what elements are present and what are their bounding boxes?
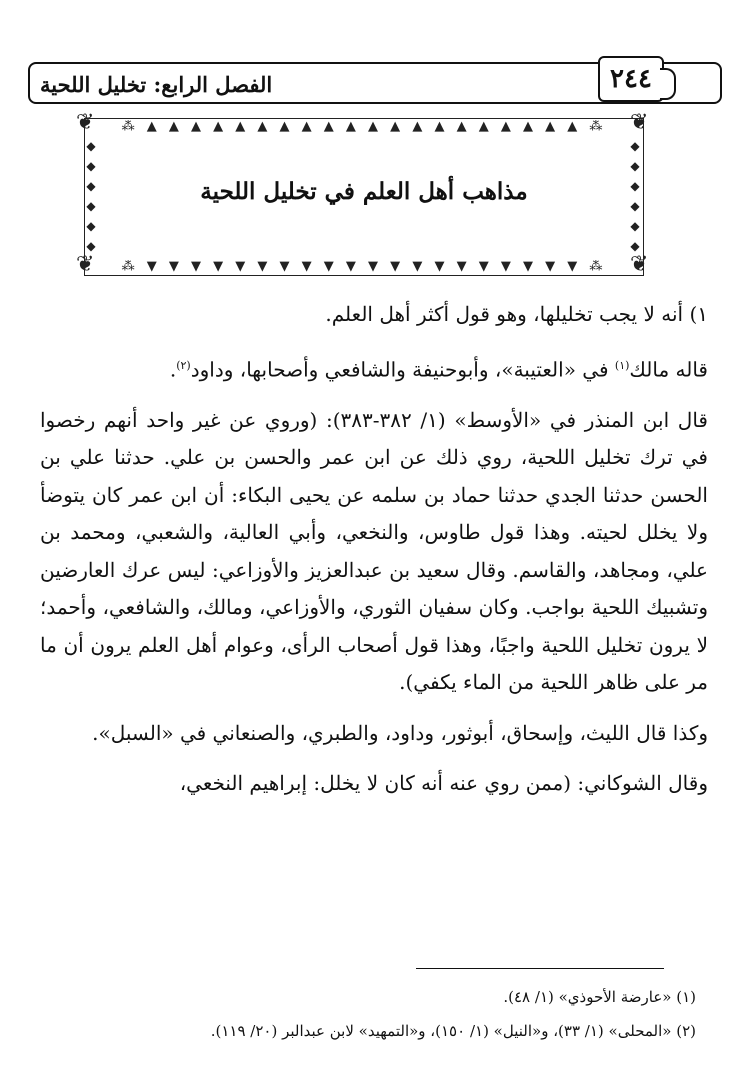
section-title: مذاهب أهل العلم في تخليل اللحية: [200, 178, 528, 205]
paragraph-3: قال ابن المنذر في «الأوسط» (١/ ٣٨٢-٣٨٣): (وروي عن غير واحد أنهم رخصوا في ترك تخليل اللحية، روي ذلك عن ابن عمر والحسن بن علي. حدثنا علي بن الحسن حدثنا الجدي حدثنا حماد بن سلمه عن يحيى البكاء: أن ابن عمر كان يتوضأ ولا يخلل لحيته. وهذا قول طاوس، والنخعي، وأبي العالية، والشعبي، ومحمد بن علي، ومجاهد، والقاسم. وقال سعيد بن عبدالعزيز والأوزاعي: ليس عرك العارضين وتشبيك اللحية بواجب. وكان سفيان الثوري، والأوزاعي، ومالك، والشافعي، وأحمد؛ لا يرون تخليل اللحية واجبًا، وهذا قول أصحاب الرأى، وعوام أهل العلم يرون أن ما مر على ظاهر اللحية من الماء يكفي).: [40, 407, 708, 695]
paragraph-2-part-b: في «العتيبة»، وأبوحنيفة والشافعي وأصحابها، وداود: [190, 357, 615, 382]
paragraph-5: وقال الشوكاني: (ممن روي عنه أنه كان لا يخلل: إبراهيم النخعي،: [179, 771, 708, 796]
ornament-bottom-border: ⁂ ▼ ▼ ▼ ▼ ▼ ▼ ▼ ▼ ▼ ▼ ▼ ▼ ▼ ▼ ▼ ▼ ▼ ▼ ▼ ▼ ⁂: [121, 260, 607, 274]
footnote-ref-2: (٢): [176, 358, 191, 372]
ornament-corner-icon: ❦: [630, 110, 649, 135]
footnote-2: (٢) «المحلى» (١/ ٣٣)، و«النيل» (١/ ١٥٠)، و«التمهيد» لابن عبدالبر (٢٠/ ١١٩).: [210, 1022, 696, 1040]
ornament-left-border: ◆ ◆ ◆ ◆ ◆ ◆: [86, 139, 96, 253]
ornament-corner-icon: ❦: [630, 252, 649, 277]
footnotes: [40, 982, 696, 1050]
paragraph-4: وكذا قال الليث، وإسحاق، أبوثور، وداود، والطبري، والصنعاني في «السبل».: [92, 720, 708, 745]
footnote-ref-1: (١): [614, 358, 630, 372]
paragraph-2: [40, 347, 708, 389]
ornament-corner-icon: ❦: [76, 110, 95, 135]
page-number: ٢٤٤: [598, 56, 664, 102]
paragraph-2-part-c: .: [169, 357, 177, 382]
ornament-right-border: ◆ ◆ ◆ ◆ ◆ ◆: [630, 139, 640, 253]
ornament-corner-icon: ❦: [76, 252, 95, 277]
paragraph-1: ١) أنه لا يجب تخليلها، وهو قول أكثر أهل العلم.: [325, 302, 708, 326]
footnote-divider: [416, 968, 664, 969]
body-text: [40, 296, 708, 816]
paragraph-2-part-a: قاله مالك: [629, 357, 708, 382]
ornament-top-border: ⁂ ▲ ▲ ▲ ▲ ▲ ▲ ▲ ▲ ▲ ▲ ▲ ▲ ▲ ▲ ▲ ▲ ▲ ▲ ▲ ▲ ⁂: [121, 120, 607, 134]
footnote-1: (١) «عارضة الأحوذي» (١/ ٤٨).: [503, 988, 696, 1006]
chapter-title: الفصل الرابع: تخليل اللحية: [40, 72, 273, 97]
